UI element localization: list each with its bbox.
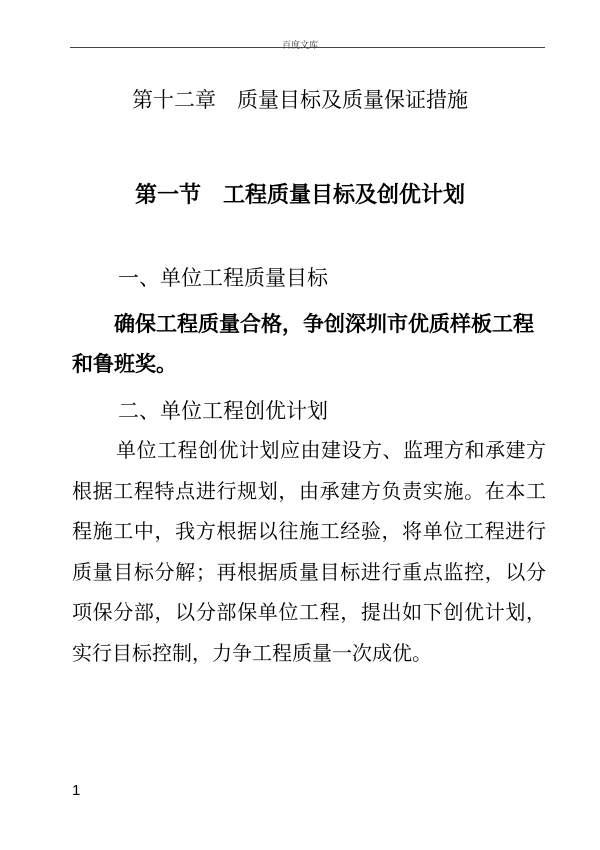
header-divider: [70, 47, 545, 48]
excellence-plan-paragraph: 单位工程创优计划应由建设方、监理方和承建方根据工程特点进行规划，由承建方负责实施。在本工程施工中，我方根据以往施工经验，将单位工程进行质量目标分解；再根据质量目标进行重点监控，以分项保分部，以分部保单位工程，提出如下创优计划，实行目标控制，力争工程质量一次成优。: [72, 438, 546, 665]
subsection-heading-excellence-plan: 二、单位工程创优计划: [118, 399, 328, 423]
quality-goal-paragraph: 确保工程质量合格，争创深圳市优质样板工程和鲁班奖。: [72, 312, 534, 376]
section-title: 第一节 工程质量目标及创优计划: [134, 183, 465, 208]
chapter-title: 第十二章 质量目标及质量保证措施: [132, 88, 468, 112]
header-label: 百度文库: [281, 41, 318, 51]
subsection-heading-quality-goal: 一、单位工程质量目标: [118, 266, 328, 290]
page-number: 1: [72, 782, 81, 799]
